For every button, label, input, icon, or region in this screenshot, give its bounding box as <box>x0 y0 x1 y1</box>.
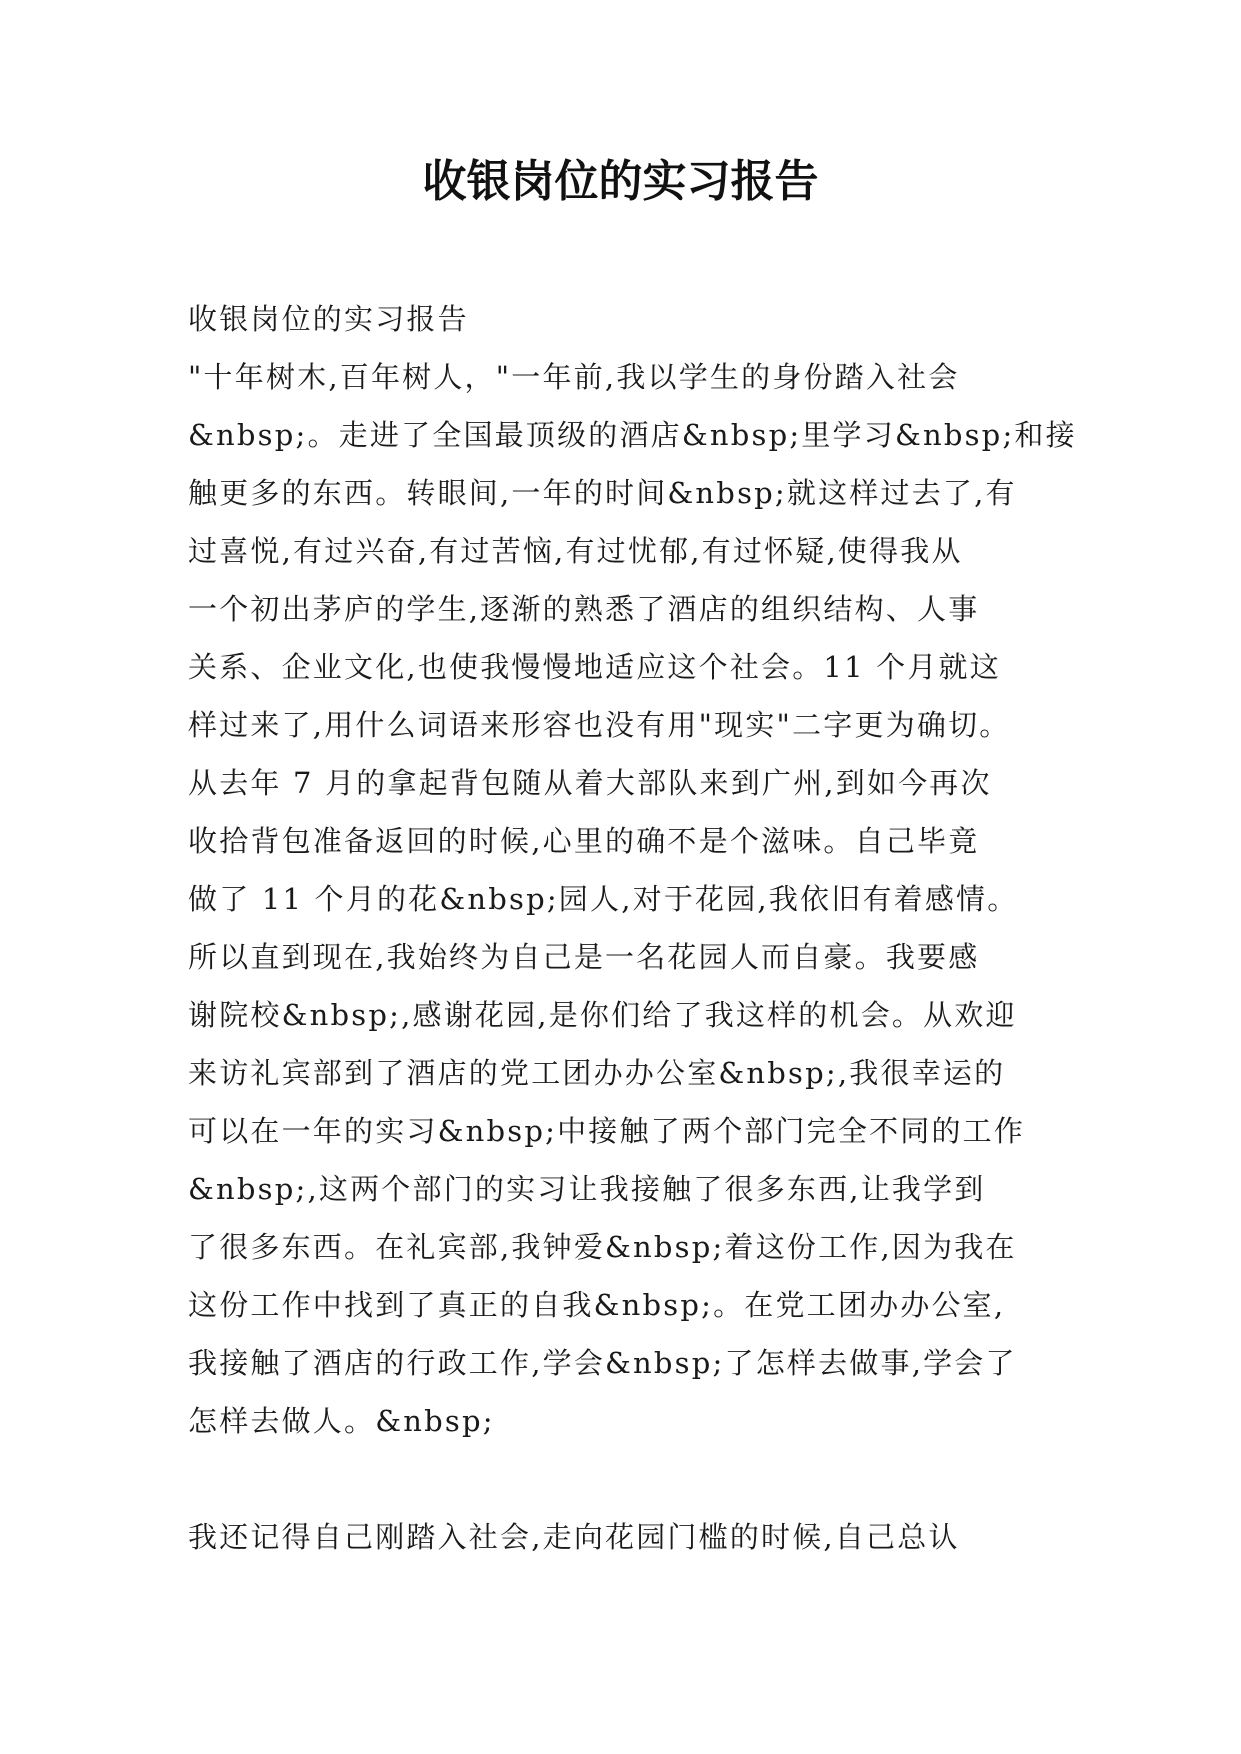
body-line: 做了 11 个月的花&nbsp;园人,对于花园,我依旧有着感情。 <box>188 882 1019 916</box>
body-line: 谢院校&nbsp;,感谢花园,是你们给了我这样的机会。从欢迎 <box>188 998 1017 1032</box>
body-line: 过喜悦,有过兴奋,有过苦恼,有过忧郁,有过怀疑,使得我从 <box>188 534 963 568</box>
body-line: 一个初出茅庐的学生,逐渐的熟悉了酒店的组织结构、人事 <box>188 592 980 626</box>
body-line: 了很多东西。在礼宾部,我钟爱&nbsp;着这份工作,因为我在 <box>188 1230 1017 1264</box>
body-line: "十年树木,百年树人，"一年前,我以学生的身份踏入社会 <box>188 360 960 394</box>
body-line: &nbsp;。走进了全国最顶级的酒店&nbsp;里学习&nbsp;和接 <box>188 418 1077 452</box>
body-line: 来访礼宾部到了酒店的党工团办办公室&nbsp;,我很幸运的 <box>188 1056 1006 1090</box>
body-line: 所以直到现在,我始终为自己是一名花园人而自豪。我要感 <box>188 940 980 974</box>
body-line: 这份工作中找到了真正的自我&nbsp;。在党工团办办公室, <box>188 1288 1006 1322</box>
body-line: 触更多的东西。转眼间,一年的时间&nbsp;就这样过去了,有 <box>188 476 1017 510</box>
body-line: 我还记得自己刚踏入社会,走向花园门槛的时候,自己总认 <box>188 1520 960 1554</box>
paragraph-gap <box>188 1450 1068 1508</box>
document-title: 收银岗位的实习报告 <box>422 156 819 207</box>
body-line: 样过来了,用什么词语来形容也没有用"现实"二字更为确切。 <box>188 708 1011 742</box>
body-line: 关系、企业文化,也使我慢慢地适应这个社会。11 个月就这 <box>188 650 1001 684</box>
body-line: 可以在一年的实习&nbsp;中接触了两个部门完全不同的工作 <box>188 1114 1026 1148</box>
body-line: 从去年 7 月的拿起背包随从着大部队来到广州,到如今再次 <box>188 766 992 800</box>
body-line: 收银岗位的实习报告 <box>188 302 469 336</box>
body-line: 怎样去做人。&nbsp; <box>188 1404 495 1438</box>
body-line: 我接触了酒店的行政工作,学会&nbsp;了怎样去做事,学会了 <box>188 1346 1017 1380</box>
body-line: 收拾背包准备返回的时候,心里的确不是个滋味。自己毕竟 <box>188 824 980 858</box>
body-line: &nbsp;,这两个部门的实习让我接触了很多东西,让我学到 <box>188 1172 986 1206</box>
document-body <box>188 290 1077 1566</box>
